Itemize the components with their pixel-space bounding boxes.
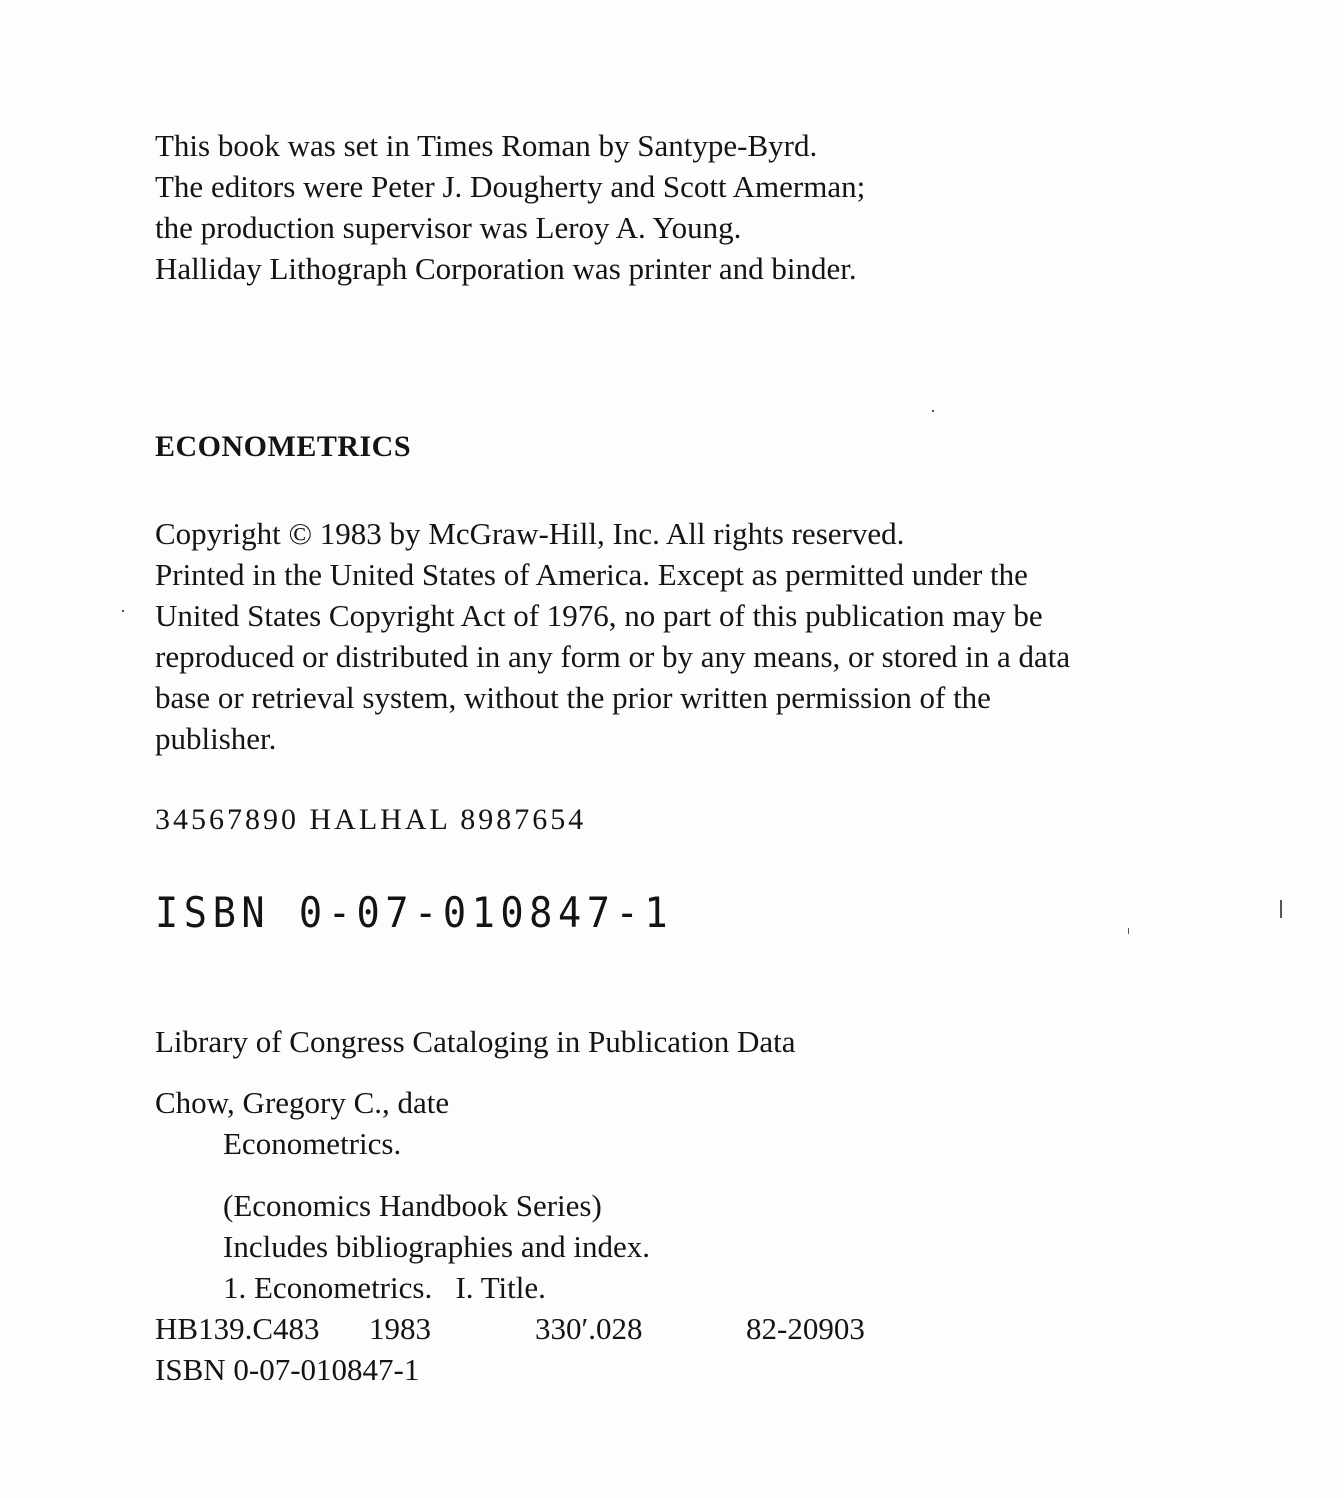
copyright-line: publisher. [155, 721, 277, 756]
copyright-line: Copyright © 1983 by McGraw-Hill, Inc. All rights reserved. [155, 516, 905, 551]
book-title: ECONOMETRICS [155, 430, 412, 463]
colophon-line: the production supervisor was Leroy A. Young. [155, 210, 742, 245]
cip-lccn: 82-20903 [746, 1311, 865, 1346]
colophon-line: This book was set in Times Roman by Santype-Byrd. [155, 128, 818, 163]
cip-call-number: HB139.C483 [155, 1311, 320, 1346]
cip-heading [155, 1021, 796, 1062]
colophon-line: Halliday Lithograph Corporation was printer and binder. [155, 251, 857, 286]
cip-isbn: ISBN 0-07-010847-1 [155, 1352, 420, 1387]
colophon [155, 125, 865, 289]
cip-heading-text: Library of Congress Cataloging in Publication Data [155, 1024, 796, 1059]
cip-subjects: 1. Econometrics. I. Title. [223, 1270, 546, 1305]
colophon-line: The editors were Peter J. Dougherty and Scott Amerman; [155, 169, 866, 204]
copyright-line: United States Copyright Act of 1976, no part of this publication may be [155, 598, 1043, 633]
cip-series: (Economics Handbook Series) [223, 1188, 602, 1223]
cip-dewey: 330′.028 [535, 1311, 643, 1346]
cip-title: Econometrics. [223, 1126, 402, 1161]
cip-call-row [155, 1308, 865, 1349]
copyright-line: Printed in the United States of America. Except as permitted under the [155, 557, 1028, 592]
cip-record [155, 1082, 865, 1390]
isbn-ocr: ISBN 0-07-010847-1 [155, 888, 674, 937]
copyright-notice [155, 513, 1070, 759]
scan-speck [932, 410, 934, 412]
cip-author: Chow, Gregory C., date [155, 1085, 450, 1120]
cip-notes: Includes bibliographies and index. [223, 1229, 651, 1264]
copyright-line: reproduced or distributed in any form or by any means, or stored in a data [155, 639, 1071, 674]
cip-year: 1983 [369, 1311, 431, 1346]
scan-speck [122, 610, 124, 612]
scan-speck [1280, 900, 1282, 918]
copyright-line: base or retrieval system, without the prior written permission of the [155, 680, 991, 715]
printing-line: 34567890 HALHAL 8987654 [155, 803, 587, 836]
scan-speck [1128, 928, 1129, 934]
